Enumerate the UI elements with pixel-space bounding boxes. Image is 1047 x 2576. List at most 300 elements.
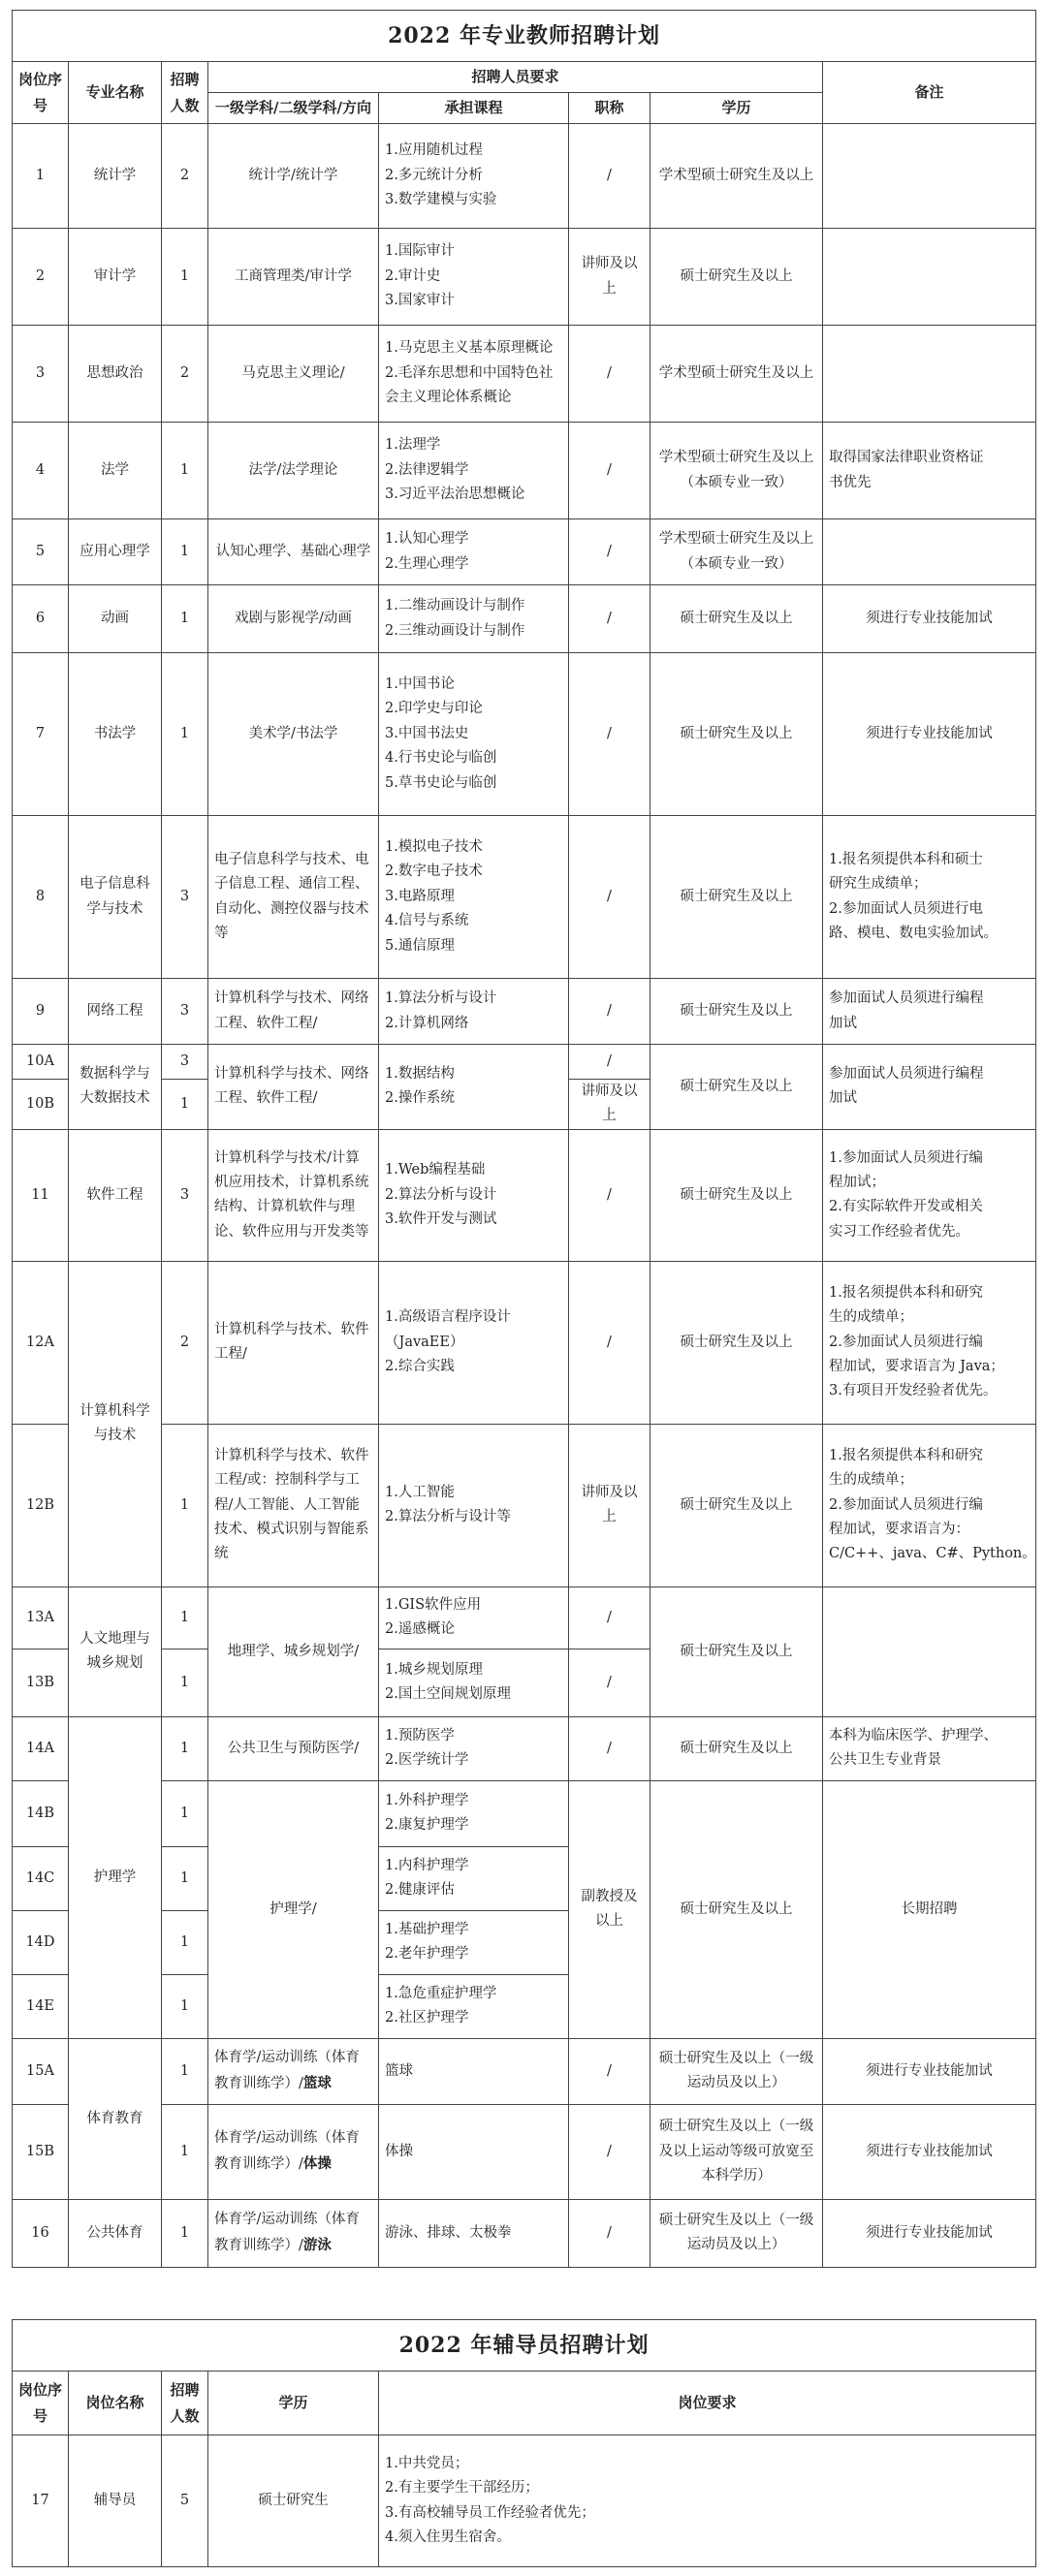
remark-cell <box>823 585 1036 653</box>
rank-cell: / <box>569 653 650 816</box>
post-no-cell: 6 <box>13 585 69 653</box>
remark-line: 取得国家法律职业资格证 <box>829 450 984 466</box>
remark-line: 程加试； <box>829 1174 885 1190</box>
rank-cell: / <box>569 1129 650 1261</box>
remark-line: 1.参加面试人员须进行编 <box>829 1149 983 1166</box>
remark-line: C/C++、java、C#、Python。 <box>829 1546 1036 1562</box>
header-remark: 备注 <box>823 62 1036 124</box>
remark-cell <box>823 1261 1036 1424</box>
count-cell: 2 <box>162 326 208 423</box>
remark-line: 程加试，要求语言为 Java； <box>829 1358 1004 1374</box>
count-cell: 1 <box>162 1586 208 1649</box>
counselor-plan-table <box>12 2319 1036 2567</box>
post-no-cell: 15A <box>13 2038 69 2104</box>
remark-line: 1.报名须提供本科和研究 <box>829 1447 983 1463</box>
table-row <box>13 1586 1036 1649</box>
discipline-cell: 体育学/运动训练（体育教育训练学）/篮球 <box>208 2038 379 2104</box>
remark-cell <box>823 2038 1036 2104</box>
degree-cell: 硕士研究生及以上 <box>650 1129 823 1261</box>
rank-cell: / <box>569 1045 650 1080</box>
rank-cell: / <box>569 1716 650 1780</box>
requirement-line: 3.有高校辅导员工作经验者优先； <box>385 2504 595 2521</box>
courses-cell <box>379 124 569 229</box>
rank-cell: / <box>569 2199 650 2267</box>
course-line: 2.印学史与印论 <box>385 701 483 717</box>
discipline-cell: 计算机科学与技术、网络工程、软件工程/ <box>208 1045 379 1130</box>
courses-cell <box>379 1586 569 1649</box>
header-degree: 学历 <box>650 93 823 124</box>
count-cell: 3 <box>162 979 208 1045</box>
table-row <box>13 326 1036 423</box>
post-no-cell: 5 <box>13 519 69 585</box>
rank-cell: / <box>569 1649 650 1716</box>
requirement-line: 4.须入住男生宿舍。 <box>385 2529 511 2545</box>
course-line: 3.习近平法治思想概论 <box>385 487 525 503</box>
table-row <box>13 2435 1036 2567</box>
rank-cell: / <box>569 1586 650 1649</box>
course-line: 2.生理心理学 <box>385 555 469 572</box>
course-line: 1.二维动画设计与制作 <box>385 598 525 614</box>
course-line: 2.国土空间规划原理 <box>385 1686 511 1703</box>
table-row <box>13 2104 1036 2199</box>
remark-line: 1.报名须提供本科和研究 <box>829 1284 983 1301</box>
major-cell: 统计学 <box>69 124 162 229</box>
remark-cell <box>823 423 1036 519</box>
count-cell: 1 <box>162 1080 208 1130</box>
course-line: 3.软件开发与测试 <box>385 1210 497 1227</box>
remark-line: 路、模电、数电实验加试。 <box>829 925 998 941</box>
discipline-cell: 计算机科学与技术、网络工程、软件工程/ <box>208 979 379 1045</box>
course-line: 1.数据结构 <box>385 1066 455 1082</box>
degree-cell: 硕士研究生 <box>208 2435 379 2567</box>
rank-cell: / <box>569 979 650 1045</box>
sport-highlight: 游泳 <box>302 2236 332 2253</box>
count-cell: 1 <box>162 519 208 585</box>
rank-cell: 讲师及以上 <box>569 1424 650 1586</box>
remark-line: 研究生成绩单； <box>829 876 928 893</box>
rank-cell: / <box>569 326 650 423</box>
remark-cell <box>823 519 1036 585</box>
course-line: 1.基础护理学 <box>385 1921 469 1937</box>
major-cell: 数据科学与大数据技术 <box>69 1045 162 1130</box>
major-cell: 书法学 <box>69 653 162 816</box>
course-line: 5.草书史论与临创 <box>385 774 497 791</box>
header-count: 招聘人数 <box>162 62 208 124</box>
course-line: 1.模拟电子技术 <box>385 839 483 856</box>
course-line: 1.外科护理学 <box>385 1792 469 1808</box>
degree-cell: 硕士研究生及以上 <box>650 1045 823 1130</box>
course-line: 2.社区护理学 <box>385 2010 469 2026</box>
discipline-cell: 公共卫生与预防医学/ <box>208 1716 379 1780</box>
remark-cell <box>823 229 1036 326</box>
post-no-cell: 3 <box>13 326 69 423</box>
major-cell: 动画 <box>69 585 162 653</box>
table-row <box>13 124 1036 229</box>
remark-line: 须进行专业技能加试 <box>866 2143 993 2159</box>
count-cell: 1 <box>162 1910 208 1974</box>
discipline-cell: 工商管理类/审计学 <box>208 229 379 326</box>
course-line: 1.应用随机过程 <box>385 142 483 159</box>
rank-cell: 副教授及以上 <box>569 1780 650 2038</box>
table-row <box>13 519 1036 585</box>
degree-cell: 硕士研究生及以上 <box>650 1586 823 1716</box>
header-degree: 学历 <box>208 2372 379 2435</box>
degree-cell: 硕士研究生及以上（一级运动员及以上） <box>650 2038 823 2104</box>
degree-cell: 学术型硕士研究生及以上（本硕专业一致） <box>650 519 823 585</box>
courses-cell <box>379 1424 569 1586</box>
course-line: 2.毛泽东思想和中国特色社 <box>385 364 554 381</box>
major-cell: 审计学 <box>69 229 162 326</box>
course-line: 4.行书史论与临创 <box>385 750 497 767</box>
degree-cell: 硕士研究生及以上 <box>650 816 823 979</box>
count-cell: 1 <box>162 1846 208 1910</box>
course-line: 1.Web编程基础 <box>385 1162 486 1178</box>
course-line: 2.审计史 <box>385 267 441 284</box>
post-no-cell: 12A <box>13 1261 69 1424</box>
remark-cell <box>823 2199 1036 2267</box>
remark-line: 生的成绩单； <box>829 1309 913 1326</box>
courses-cell <box>379 2104 569 2199</box>
header-count: 招聘人数 <box>162 2372 208 2435</box>
course-line: 3.中国书法史 <box>385 725 469 741</box>
courses-cell <box>379 2199 569 2267</box>
remark-line: 1.报名须提供本科和硕士 <box>829 851 983 867</box>
count-cell: 1 <box>162 1424 208 1586</box>
course-line: 1.GIS软件应用 <box>385 1596 482 1613</box>
post-no-cell: 2 <box>13 229 69 326</box>
remark-cell <box>823 124 1036 229</box>
remark-cell <box>823 326 1036 423</box>
post-name-cell: 辅导员 <box>69 2435 162 2567</box>
post-no-cell: 10B <box>13 1080 69 1130</box>
major-cell: 公共体育 <box>69 2199 162 2267</box>
courses-cell <box>379 1846 569 1910</box>
table-row <box>13 229 1036 326</box>
discipline-cell: 体育学/运动训练（体育教育训练学）/游泳 <box>208 2199 379 2267</box>
remark-line: 程加试，要求语言为： <box>829 1521 969 1537</box>
course-line: 游泳、排球、太极拳 <box>385 2224 512 2241</box>
post-no-cell: 12B <box>13 1424 69 1586</box>
degree-cell: 硕士研究生及以上 <box>650 1261 823 1424</box>
post-no-cell: 16 <box>13 2199 69 2267</box>
count-cell: 1 <box>162 1780 208 1846</box>
count-cell: 2 <box>162 1261 208 1424</box>
table-row <box>13 816 1036 979</box>
count-cell: 1 <box>162 2199 208 2267</box>
remark-line: 须进行专业技能加试 <box>866 725 993 741</box>
count-cell: 1 <box>162 2104 208 2199</box>
remark-line: 须进行专业技能加试 <box>866 2062 993 2079</box>
table-row <box>13 2199 1036 2267</box>
requirement-line: 1.中共党员； <box>385 2455 469 2471</box>
remark-line: 实习工作经验者优先。 <box>829 1223 969 1240</box>
course-line: 1.马克思主义基本原理概论 <box>385 340 554 357</box>
discipline-cell: 护理学/ <box>208 1780 379 2038</box>
course-line: 2.算法分析与设计 <box>385 1186 497 1203</box>
discipline-cell: 计算机科学与技术、软件工程/ <box>208 1261 379 1424</box>
table-row <box>13 423 1036 519</box>
remark-cell <box>823 979 1036 1045</box>
courses-cell <box>379 326 569 423</box>
requirements-cell <box>379 2435 1036 2567</box>
discipline-cell: 计算机科学与技术、软件工程/或：控制科学与工程/人工智能、人工智能技术、模式识别与智能系统 <box>208 1424 379 1586</box>
remark-line: 加试 <box>829 1015 857 1031</box>
count-cell: 3 <box>162 1129 208 1261</box>
course-line: 2.数字电子技术 <box>385 864 483 880</box>
degree-cell: 硕士研究生及以上 <box>650 653 823 816</box>
major-cell: 护理学 <box>69 1716 162 2038</box>
course-line: 2.多元统计分析 <box>385 167 483 183</box>
discipline-cell: 体育学/运动训练（体育教育训练学）/体操 <box>208 2104 379 2199</box>
discipline-cell: 地理学、城乡规划学/ <box>208 1586 379 1716</box>
count-cell: 1 <box>162 1716 208 1780</box>
course-line: 体操 <box>385 2143 413 2159</box>
post-no-cell: 4 <box>13 423 69 519</box>
count-cell: 1 <box>162 2038 208 2104</box>
course-line: 会主义理论体系概论 <box>385 390 512 406</box>
post-no-cell: 14C <box>13 1846 69 1910</box>
courses-cell <box>379 1910 569 1974</box>
course-line: 2.老年护理学 <box>385 1946 469 1963</box>
table-row <box>13 585 1036 653</box>
remark-cell <box>823 1716 1036 1780</box>
count-cell: 1 <box>162 1649 208 1716</box>
post-no-cell: 13A <box>13 1586 69 1649</box>
post-no-cell: 15B <box>13 2104 69 2199</box>
rank-cell: / <box>569 2104 650 2199</box>
course-line: 1.法理学 <box>385 437 441 454</box>
rank-cell: / <box>569 124 650 229</box>
course-line: 1.国际审计 <box>385 243 455 260</box>
table-row <box>13 1780 1036 1846</box>
rank-cell: / <box>569 585 650 653</box>
discipline-cell: 认知心理学、基础心理学 <box>208 519 379 585</box>
course-line: （JavaEE） <box>385 1334 464 1350</box>
table-row <box>13 653 1036 816</box>
discipline-cell: 计算机科学与技术/计算机应用技术，计算机系统结构、计算机软件与理论、软件应用与开发类等 <box>208 1129 379 1261</box>
course-line: 2.操作系统 <box>385 1090 455 1107</box>
rank-cell: / <box>569 816 650 979</box>
discipline-cell: 马克思主义理论/ <box>208 326 379 423</box>
header-rank: 职称 <box>569 93 650 124</box>
course-line: 2.遥感概论 <box>385 1621 455 1638</box>
remark-line: 书优先 <box>829 474 872 490</box>
course-line: 1.人工智能 <box>385 1484 455 1500</box>
post-no-cell: 14A <box>13 1716 69 1780</box>
discipline-cell: 戏剧与影视学/动画 <box>208 585 379 653</box>
remark-line: 2.有实际软件开发或相关 <box>829 1199 983 1215</box>
courses-cell <box>379 653 569 816</box>
course-line: 1.预防医学 <box>385 1727 455 1744</box>
course-line: 篮球 <box>385 2062 413 2079</box>
course-line: 5.通信原理 <box>385 937 455 954</box>
count-cell: 1 <box>162 653 208 816</box>
major-cell: 电子信息科学与技术 <box>69 816 162 979</box>
courses-cell <box>379 229 569 326</box>
courses-cell <box>379 1261 569 1424</box>
remark-cell <box>823 653 1036 816</box>
course-line: 3.数学建模与实验 <box>385 192 497 208</box>
major-cell: 软件工程 <box>69 1129 162 1261</box>
course-line: 1.高级语言程序设计 <box>385 1309 511 1326</box>
remark-line: 长期招聘 <box>901 1901 958 1917</box>
course-line: 2.综合实践 <box>385 1358 455 1374</box>
post-no-cell: 17 <box>13 2435 69 2567</box>
course-line: 3.国家审计 <box>385 293 455 309</box>
degree-cell: 硕士研究生及以上（一级运动员及以上） <box>650 2199 823 2267</box>
table-row <box>13 2038 1036 2104</box>
course-line: 4.信号与系统 <box>385 913 469 929</box>
count-cell: 3 <box>162 816 208 979</box>
major-cell: 计算机科学与技术 <box>69 1261 162 1586</box>
course-line: 1.急危重症护理学 <box>385 1985 497 2001</box>
post-no-cell: 1 <box>13 124 69 229</box>
post-no-cell: 9 <box>13 979 69 1045</box>
remark-cell <box>823 1424 1036 1586</box>
remark-cell <box>823 816 1036 979</box>
requirement-line: 2.有主要学生干部经历； <box>385 2480 539 2497</box>
counselor-plan-title: 2022 年辅导员招聘计划 <box>13 2320 1036 2372</box>
course-line: 2.康复护理学 <box>385 1817 469 1834</box>
rank-cell: 讲师及以上 <box>569 1080 650 1130</box>
degree-cell: 学术型硕士研究生及以上 <box>650 326 823 423</box>
remark-line: 2.参加面试人员须进行编 <box>829 1334 983 1350</box>
discipline-cell: 法学/法学理论 <box>208 423 379 519</box>
teacher-plan-table <box>12 10 1036 2268</box>
degree-cell: 硕士研究生及以上 <box>650 1716 823 1780</box>
sport-highlight: 篮球 <box>302 2074 332 2091</box>
count-cell: 1 <box>162 229 208 326</box>
remark-line: 3.有项目开发经验者优先。 <box>829 1383 998 1399</box>
course-line: 3.电路原理 <box>385 888 455 904</box>
post-no-cell: 14D <box>13 1910 69 1974</box>
count-cell: 1 <box>162 1974 208 2038</box>
table-row <box>13 979 1036 1045</box>
rank-cell: / <box>569 519 650 585</box>
remark-line: 参加面试人员须进行编程 <box>829 1066 984 1082</box>
remark-line: 须进行专业技能加试 <box>866 610 993 626</box>
remark-cell <box>823 1045 1036 1130</box>
remark-cell <box>823 1129 1036 1261</box>
course-line: 1.算法分析与设计 <box>385 990 497 1007</box>
remark-cell <box>823 1780 1036 2038</box>
post-no-cell: 13B <box>13 1649 69 1716</box>
count-cell: 3 <box>162 1045 208 1080</box>
post-no-cell: 11 <box>13 1129 69 1261</box>
degree-cell: 学术型硕士研究生及以上 <box>650 124 823 229</box>
degree-cell: 学术型硕士研究生及以上（本硕专业一致） <box>650 423 823 519</box>
course-line: 2.健康评估 <box>385 1882 455 1899</box>
courses-cell <box>379 1129 569 1261</box>
course-line: 1.城乡规划原理 <box>385 1661 483 1678</box>
sport-highlight: 体操 <box>302 2154 332 2172</box>
courses-cell <box>379 519 569 585</box>
count-cell: 1 <box>162 423 208 519</box>
courses-cell <box>379 979 569 1045</box>
major-cell: 体育教育 <box>69 2038 162 2199</box>
count-cell: 5 <box>162 2435 208 2567</box>
remark-line: 2.参加面试人员须进行电 <box>829 900 983 917</box>
header-discipline: 一级学科/二级学科/方向 <box>208 93 379 124</box>
degree-cell: 硕士研究生及以上 <box>650 585 823 653</box>
post-no-cell: 14B <box>13 1780 69 1846</box>
count-cell: 1 <box>162 585 208 653</box>
course-line: 1.认知心理学 <box>385 531 469 548</box>
course-line: 2.医学统计学 <box>385 1752 469 1769</box>
post-no-cell: 14E <box>13 1974 69 2038</box>
courses-cell <box>379 816 569 979</box>
course-line: 2.法律逻辑学 <box>385 461 469 478</box>
course-line: 1.中国书论 <box>385 676 455 693</box>
course-line: 1.内科护理学 <box>385 1857 469 1873</box>
rank-cell: / <box>569 2038 650 2104</box>
header-requirements: 招聘人员要求 <box>208 62 823 93</box>
courses-cell <box>379 423 569 519</box>
remark-cell <box>823 2104 1036 2199</box>
course-line: 2.三维动画设计与制作 <box>385 622 525 639</box>
major-cell: 人文地理与城乡规划 <box>69 1586 162 1716</box>
course-line: 2.算法分析与设计等 <box>385 1509 511 1525</box>
degree-cell: 硕士研究生及以上 <box>650 979 823 1045</box>
major-cell: 应用心理学 <box>69 519 162 585</box>
header-requirements: 岗位要求 <box>379 2372 1036 2435</box>
table-row <box>13 1716 1036 1780</box>
teacher-plan-title: 2022 年专业教师招聘计划 <box>13 11 1036 62</box>
courses-cell <box>379 1045 569 1130</box>
discipline-cell: 电子信息科学与技术、电子信息工程、通信工程、自动化、测控仪器与技术等 <box>208 816 379 979</box>
major-cell: 思想政治 <box>69 326 162 423</box>
remark-line: 参加面试人员须进行编程 <box>829 990 984 1007</box>
major-cell: 网络工程 <box>69 979 162 1045</box>
header-post-no: 岗位序号 <box>13 2372 69 2435</box>
post-no-cell: 8 <box>13 816 69 979</box>
table-row <box>13 1424 1036 1586</box>
post-no-cell: 7 <box>13 653 69 816</box>
remark-line: 须进行专业技能加试 <box>866 2224 993 2241</box>
post-no-cell: 10A <box>13 1045 69 1080</box>
degree-cell: 硕士研究生及以上 <box>650 229 823 326</box>
courses-cell <box>379 1716 569 1780</box>
remark-line: 生的成绩单； <box>829 1472 913 1489</box>
degree-cell: 硕士研究生及以上 <box>650 1780 823 2038</box>
courses-cell <box>379 2038 569 2104</box>
discipline-cell: 统计学/统计学 <box>208 124 379 229</box>
header-courses: 承担课程 <box>379 93 569 124</box>
courses-cell <box>379 1780 569 1846</box>
courses-cell <box>379 1974 569 2038</box>
degree-cell: 硕士研究生及以上（一级及以上运动等级可放宽至本科学历） <box>650 2104 823 2199</box>
major-cell: 法学 <box>69 423 162 519</box>
rank-cell: / <box>569 423 650 519</box>
remark-line: 公共卫生专业背景 <box>829 1752 941 1769</box>
table-row <box>13 1261 1036 1424</box>
discipline-cell: 美术学/书法学 <box>208 653 379 816</box>
header-post-no: 岗位序号 <box>13 62 69 124</box>
remark-line: 加试 <box>829 1090 857 1107</box>
rank-cell: 讲师及以上 <box>569 229 650 326</box>
table-row <box>13 1129 1036 1261</box>
header-post-name: 岗位名称 <box>69 2372 162 2435</box>
degree-cell: 硕士研究生及以上 <box>650 1424 823 1586</box>
rank-cell: / <box>569 1261 650 1424</box>
course-line: 2.计算机网络 <box>385 1015 469 1031</box>
courses-cell <box>379 585 569 653</box>
remark-cell <box>823 1586 1036 1716</box>
remark-line: 2.参加面试人员须进行编 <box>829 1496 983 1513</box>
count-cell: 2 <box>162 124 208 229</box>
header-major: 专业名称 <box>69 62 162 124</box>
table-row <box>13 1045 1036 1080</box>
